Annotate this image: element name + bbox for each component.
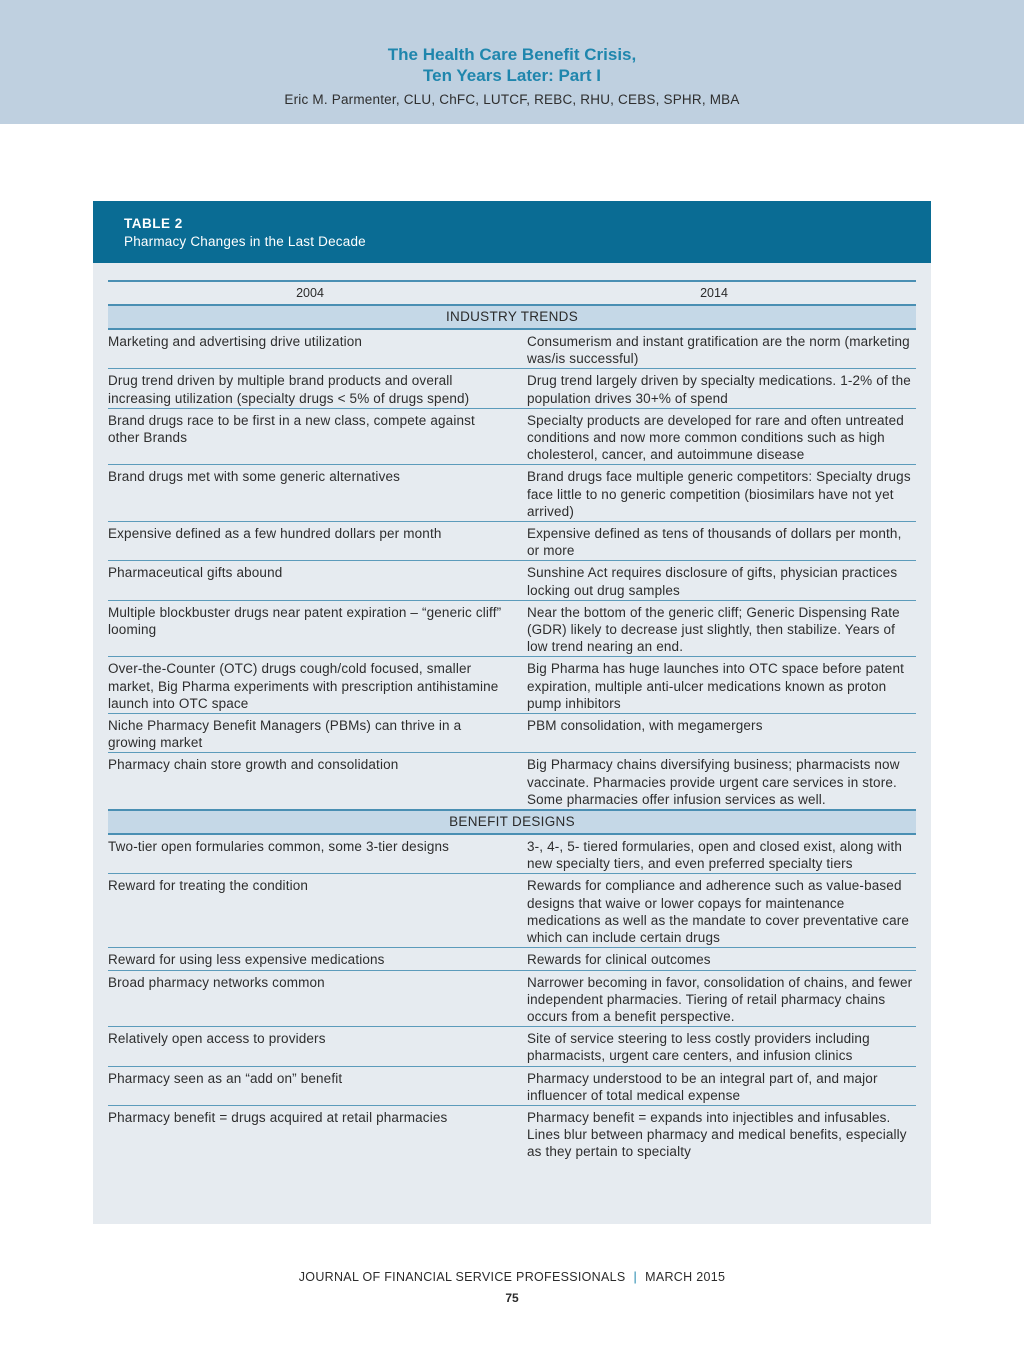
table-body [108, 280, 916, 1162]
cell-2014: PBM consolidation, with megamergers [527, 718, 763, 734]
cell-2014: Sunshine Act requires disclosure of gifts, physician practices locking out drug samples [527, 565, 898, 598]
table-row [108, 714, 916, 753]
cell-2014: Big Pharma has huge launches into OTC space before patent expiration, multiple anti-ulcer medications known as proton pump inhibitors [527, 661, 905, 711]
table-row [108, 409, 916, 466]
cell-2004: Pharmaceutical gifts abound [108, 565, 283, 581]
issue-date: MARCH 2015 [645, 1270, 726, 1284]
cell-2004: Multiple blockbuster drugs near patent expiration – “generic cliff” looming [108, 604, 502, 638]
table-row [108, 657, 916, 714]
cell-2014: 3-, 4-, 5- tiered formularies, open and closed exist, along with new specialty tiers, and even preferred specialty tiers [527, 839, 903, 872]
cell-2004: Relatively open access to providers [108, 1031, 326, 1047]
table-label: TABLE 2 [124, 216, 183, 231]
cell-2014: Specialty products are developed for rare and often untreated conditions and now more common conditions such as high cholesterol, cancer, and autoimmune disease [527, 412, 904, 463]
cell-2004: Pharmacy seen as an “add on” benefit [108, 1070, 343, 1086]
cell-2014: Expensive defined as tens of thousands of dollars per month, or more [527, 526, 902, 559]
cell-2004: Drug trend driven by multiple brand products and overall increasing utilization (specialty drugs < 5% of drugs spend) [108, 373, 470, 406]
column-header-row [108, 280, 916, 306]
cell-2014: Narrower becoming in favor, consolidation of chains, and fewer independent pharmacies. Tiering of retail pharmacy chains occurs from a benefit perspective. [527, 974, 913, 1024]
cell-2004: Niche Pharmacy Benefit Managers (PBMs) can thrive in a growing market [108, 718, 462, 751]
column-header-2014: 2014 [700, 286, 728, 300]
cell-2004: Marketing and advertising drive utilization [108, 334, 363, 349]
article-title [0, 44, 1024, 86]
section-heading-benefit-designs: BENEFIT DESIGNS [108, 809, 916, 835]
journal-name: JOURNAL OF FINANCIAL SERVICE PROFESSIONALS [298, 1270, 626, 1284]
table-row [108, 835, 916, 874]
table-row [108, 1027, 916, 1066]
cell-2004: Reward for using less expensive medications [108, 952, 385, 968]
cell-2004: Brand drugs met with some generic alternatives [108, 469, 401, 485]
table-row [108, 522, 916, 561]
article-title-line-1: The Health Care Benefit Crisis, [387, 45, 637, 64]
table-row [108, 753, 916, 809]
table-2 [93, 201, 931, 1224]
table-header [93, 201, 931, 263]
cell-2014: Drug trend largely driven by specialty medications. 1-2% of the population drives 30+% of spend [527, 373, 911, 406]
table-caption: Pharmacy Changes in the Last Decade [124, 234, 366, 249]
cell-2014: Big Pharmacy chains diversifying business; pharmacists now vaccinate. Pharmacies provide urgent care services in store. Some pharmacies offer infusion services as well. [527, 757, 900, 807]
table-row [108, 601, 916, 658]
table-row [108, 1067, 916, 1106]
column-header-2004: 2004 [296, 286, 324, 300]
cell-2004: Pharmacy chain store growth and consolidation [108, 757, 399, 773]
cell-2004: Over-the-Counter (OTC) drugs cough/cold focused, smaller market, Big Pharma experiments with prescription antihistamine launch into OTC space [108, 661, 499, 711]
table-row [108, 1106, 916, 1162]
table-row [108, 465, 916, 522]
article-header-band [0, 0, 1024, 124]
cell-2014: Pharmacy benefit = expands into injectibles and infusables. Lines blur between pharmacy and medical benefits, especially as they pertain to specialty [527, 1109, 907, 1160]
cell-2014: Rewards for clinical outcomes [527, 952, 711, 968]
table-row [108, 561, 916, 600]
table-row [108, 874, 916, 948]
table-row [108, 330, 916, 369]
cell-2004: Reward for treating the condition [108, 878, 309, 894]
table-row [108, 369, 916, 408]
page-footer [0, 1270, 1024, 1284]
cell-2004: Broad pharmacy networks common [108, 974, 325, 990]
cell-2014: Rewards for compliance and adherence such as value-based designs that waive or lower copays for maintenance medications as well as the mandate to cover preventative care which can include certain drugs [527, 878, 910, 946]
cell-2014: Pharmacy understood to be an integral part of, and major influencer of total medical expense [527, 1070, 878, 1103]
cell-2004: Two-tier open formularies common, some 3-tier designs [108, 839, 450, 855]
benefit-designs-rows [108, 835, 916, 1161]
cell-2014: Near the bottom of the generic cliff; Generic Dispensing Rate (GDR) likely to decrease just slightly, then stabilize. Years of low trend nearing an end. [527, 604, 900, 655]
article-title-line-2: Ten Years Later: Part I [423, 66, 601, 85]
section-heading-industry-trends: INDUSTRY TRENDS [108, 306, 916, 330]
cell-2004: Expensive defined as a few hundred dollars per month [108, 526, 442, 542]
industry-trends-rows [108, 330, 916, 809]
cell-2004: Brand drugs race to be first in a new class, compete against other Brands [108, 412, 475, 446]
page-number: 75 [505, 1291, 519, 1305]
author-byline: Eric M. Parmenter, CLU, ChFC, LUTCF, REBC, RHU, CEBS, SPHR, MBA [284, 92, 740, 107]
cell-2014: Consumerism and instant gratification are the norm (marketing was/is successful) [527, 334, 910, 367]
table-row [108, 971, 916, 1028]
table-row [108, 948, 916, 970]
footer-separator: | [633, 1270, 638, 1284]
cell-2004: Pharmacy benefit = drugs acquired at retail pharmacies [108, 1109, 448, 1125]
cell-2014: Brand drugs face multiple generic competitors: Specialty drugs face little to no generic competition (biosimilars have not yet arrived) [527, 469, 911, 519]
cell-2014: Site of service steering to less costly providers including pharmacists, urgent care centers, and infusion clinics [527, 1031, 870, 1064]
